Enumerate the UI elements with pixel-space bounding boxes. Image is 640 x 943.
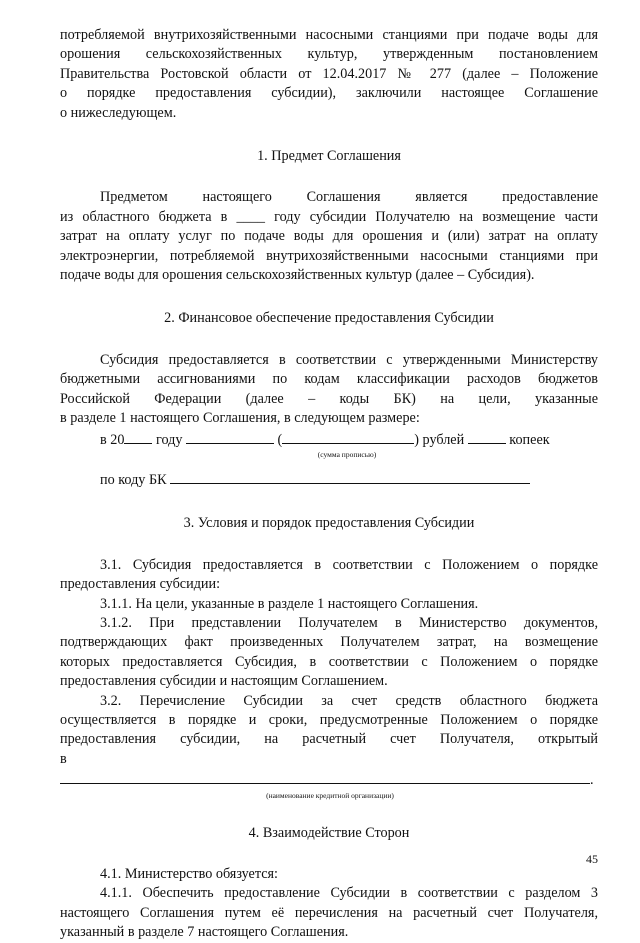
text-line: Предметом настоящего Соглашения является предоставление	[100, 189, 598, 206]
bk-blank	[170, 469, 530, 484]
amount-words-blank	[282, 429, 414, 444]
text-line: о нижеследующем.	[60, 104, 177, 121]
text-line: потребляемой внутрихозяйственными насосными станциями при подаче воды для	[60, 27, 598, 43]
text-line: в разделе 1 настоящего Соглашения, в следующем размере:	[60, 410, 420, 427]
text-line: которых предоставляется Субсидия, в соответствии с Положением о порядке	[60, 653, 598, 670]
text-line: указанный в разделе 7 настоящего Соглашения.	[60, 924, 349, 941]
text-line: орошения сельскохозяйственных культур, утвержденным постановлением	[60, 46, 598, 63]
text-line: предоставления субсидии:	[60, 576, 221, 593]
text-line: 4.1.1. Обеспечить предоставление Субсидии в соответствии с разделом 3	[100, 885, 598, 902]
kopecks-label: копеек	[505, 431, 550, 448]
paren-open: (	[274, 431, 283, 448]
text-line: Субсидия предоставляется в соответствии с утвержденными Министерству	[100, 351, 598, 368]
text-line: 3.2. Перечисление Субсидии за счет средств областного бюджета	[100, 692, 598, 709]
text-line: осуществляется в порядке и сроки, предусмотренные Положением о порядке	[60, 711, 598, 728]
year-prefix: в 20	[100, 431, 125, 448]
page-number: 45	[586, 852, 598, 866]
section-4-body	[60, 865, 598, 943]
section-4-title: 4. Взаимодействие Сторон	[248, 824, 410, 841]
section-3-title: 3. Условия и порядок предоставления Субсидии	[183, 515, 475, 532]
text-line: о порядке предоставления субсидии), заключили настоящее Соглашение	[60, 85, 598, 102]
year-blank	[124, 429, 152, 444]
text-line: подаче воды для орошения сельскохозяйственных культур (далее – Субсидия).	[60, 267, 535, 284]
text-line: 4.1. Министерство обязуется:	[100, 866, 278, 882]
text-line: в	[60, 750, 67, 767]
intro-paragraph	[60, 26, 598, 123]
section-3-body	[60, 556, 598, 800]
kopecks-blank	[468, 429, 506, 444]
text-line: предоставления субсидии и настоящим Соглашением.	[60, 673, 388, 690]
text-line: 3.1.1. На цели, указанные в разделе 1 настоящего Соглашения.	[100, 595, 479, 612]
section-1-paragraph	[60, 188, 598, 285]
text-line: 3.1.2. При представлении Получателем в Министерство документов,	[100, 614, 598, 631]
bank-caption: (наименование кредитной организации)	[266, 790, 394, 800]
text-line: электроэнергии, потребляемой внутрихозяйственными насосными станциями при	[60, 247, 598, 264]
text-line: подтверждающих факт произведенных Получателем затрат, на возмещение	[60, 634, 598, 651]
bk-line	[60, 469, 598, 490]
section-2-paragraph	[60, 351, 598, 429]
bank-line	[60, 769, 598, 790]
text-line: Правительства Ростовской области от 12.04.2017 № 277 (далее – Положение	[60, 65, 598, 82]
text-line: предоставления субсидии, на расчетный счет Получателя, открытый	[60, 731, 598, 748]
amount-line	[60, 429, 598, 450]
rubles-label: ) рублей	[414, 431, 468, 448]
text-line: бюджетными ассигнованиями по кодам классификации расходов бюджетов	[60, 371, 598, 388]
text-line: настоящего Соглашения путем её перечисления на расчетный счет Получателя,	[60, 904, 598, 921]
bank-end: .	[590, 772, 594, 789]
amount-digits-blank	[186, 429, 274, 444]
bk-label: по коду БК	[100, 471, 171, 488]
bank-blank	[60, 769, 590, 784]
document-page	[60, 26, 598, 943]
text-line: затрат на оплату услуг по подаче воды для орошения и (или) затрат на оплату	[60, 228, 598, 245]
sum-caption: (сумма прописью)	[317, 449, 377, 459]
section-1-title: 1. Предмет Соглашения	[257, 148, 401, 165]
text-line: 3.1. Субсидия предоставляется в соответствии с Положением о порядке	[100, 556, 598, 573]
text-line: Российской Федерации (далее – коды БК) на цели, указанные	[60, 390, 598, 407]
text-line: из областного бюджета в ____ году субсидии Получателю на возмещение части	[60, 208, 598, 225]
section-2-title: 2. Финансовое обеспечение предоставления Субсидии	[164, 310, 494, 327]
year-suffix: году	[152, 431, 186, 448]
